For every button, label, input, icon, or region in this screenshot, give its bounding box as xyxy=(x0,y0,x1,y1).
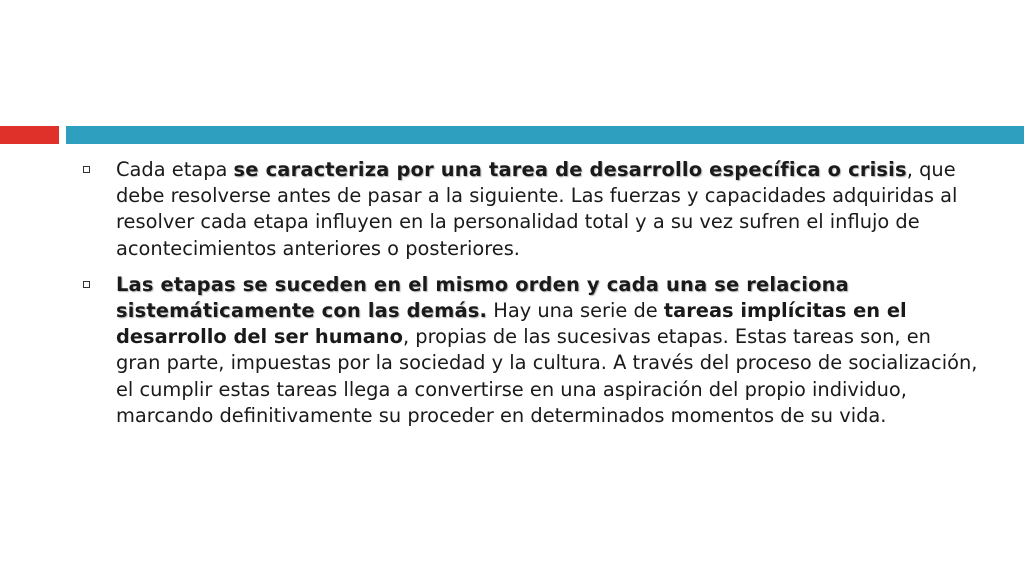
bullet-item-2 xyxy=(80,272,980,429)
bullet-2-text-intro: Hay una serie de xyxy=(487,299,664,323)
hollow-square-icon xyxy=(83,281,90,288)
bullet-list xyxy=(80,157,980,439)
bullet-2-highlight: Las etapas se suceden en el mismo orden y cada una se relaciona sistemáticamente con las demás. xyxy=(116,272,849,323)
bullet-1-text-intro: Cada etapa xyxy=(116,158,234,181)
accent-bar-teal xyxy=(66,126,1024,144)
accent-bar-red xyxy=(0,126,59,144)
bullet-item-1 xyxy=(80,157,980,262)
bullet-1-highlight: se caracteriza por una tarea de desarrollo específica o crisis xyxy=(233,158,907,181)
bullet-2-text-rest: , propias de las sucesivas etapas. Estas tareas son, en gran parte, impuestas por la sociedad y la cultura. A través del proceso de socialización, el cumplir estas tareas llega a convertirse en una aspiración del propio individuo, marcando definitivamente su proceder en determinados momentos de su vida. xyxy=(116,325,978,427)
hollow-square-icon xyxy=(83,166,90,173)
bullet-2-bold-phrase: tareas implícitas en el desarrollo del ser humano xyxy=(116,299,907,349)
bullet-1-text-rest: , que debe resolverse antes de pasar a la siguiente. Las fuerzas y capacidades adquiridas al resolver cada etapa influyen en la personalidad total y a su vez sufren el influjo de acontecimientos anteriores o posteriores. xyxy=(116,158,958,260)
